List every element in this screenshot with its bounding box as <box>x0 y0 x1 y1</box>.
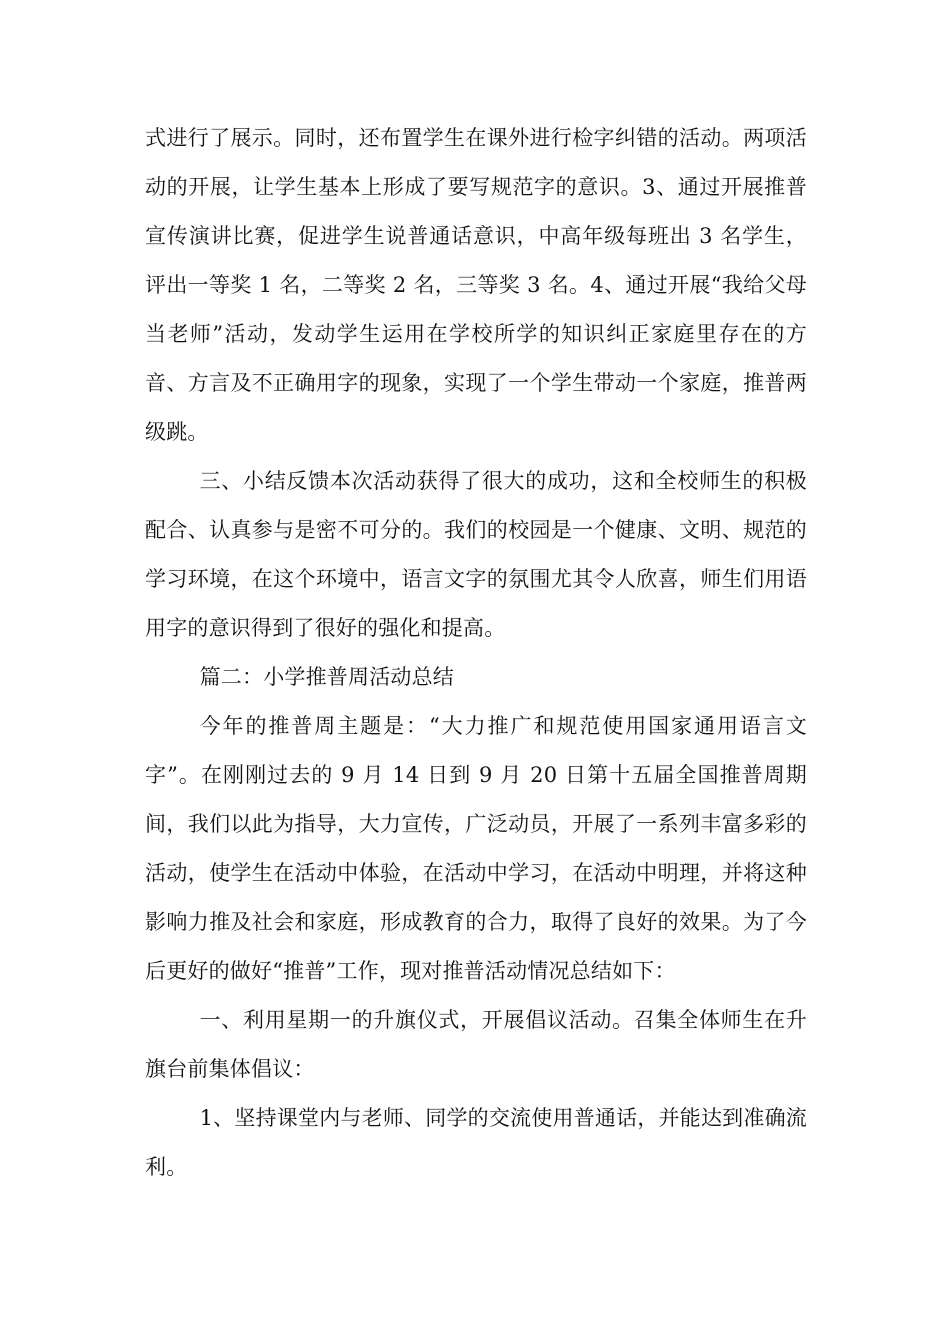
paragraph-flag-ceremony: 一、利用星期一的升旗仪式，开展倡议活动。召集全体师生在升旗台前集体倡议： <box>145 1008 807 1081</box>
paragraph-theme-intro: 今年的推普周主题是：“大力推广和规范使用国家通用语言文字”。在刚刚过去的 9 月 14 日到 9 月 20 日第十五届全国推普周期间，我们以此为指导，大力宣传，广泛动员，开展了一系列丰富多彩的活动，使学生在活动中体验，在活动中学习，在活动中明理，并将这种影响力推及社会和家庭，形成教育的合力，取得了良好的效果。为了今后更好的做好“推普”工作，现对推普活动情况总结如下： <box>145 714 807 983</box>
paragraph-activities-continued: 式进行了展示。同时，还布置学生在课外进行检字纠错的活动。两项活动的开展，让学生基本上形成了要写规范字的意识。3、通过开展推普宣传演讲比赛，促进学生说普通话意识，中高年级每班出 3 名学生，评出一等奖 1 名，二等奖 2 名，三等奖 3 名。4、通过开展“我给父母当老师”活动，发动学生运用在学校所学的知识纠正家庭里存在的方音、方言及不正确用字的现象，实现了一个学生带动一个家庭，推普两级跳。 <box>145 126 807 444</box>
paragraph-summary-feedback: 三、小结反馈本次活动获得了很大的成功，这和全校师生的积极配合、认真参与是密不可分的。我们的校园是一个健康、文明、规范的学习环境，在这个环境中，语言文字的氛围尤其令人欣喜，师生们用语用字的意识得到了很好的强化和提高。 <box>145 469 807 640</box>
paragraph-item-one: 1、坚持课堂内与老师、同学的交流使用普通话，并能达到准确流利。 <box>145 1106 807 1179</box>
section-heading-part-two: 篇二：小学推普周活动总结 <box>199 665 454 689</box>
document-body <box>145 114 807 1192</box>
